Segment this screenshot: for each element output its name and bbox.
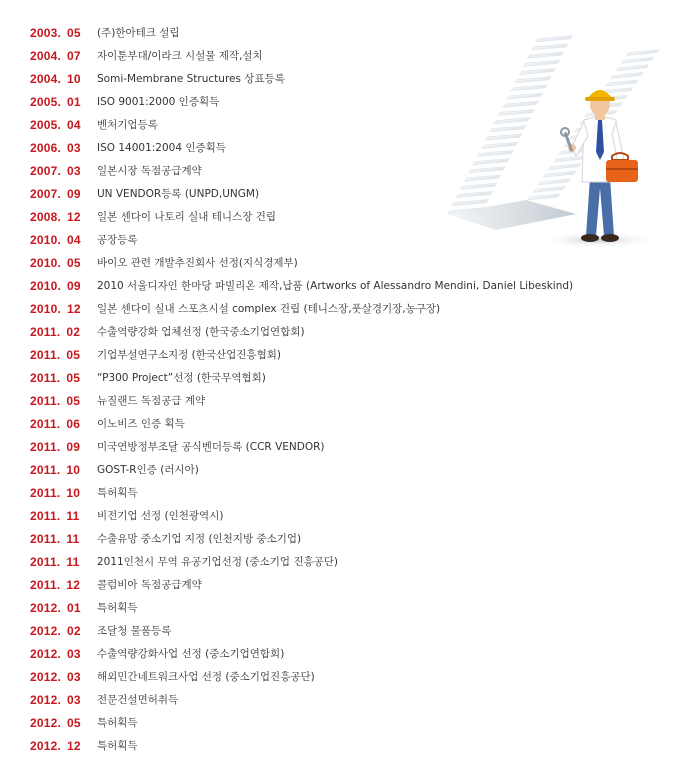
history-year: 2010. [30, 278, 62, 293]
history-date [30, 302, 97, 316]
history-row [30, 734, 573, 757]
stair-step [498, 109, 534, 115]
history-row [30, 435, 573, 458]
stair-step [611, 72, 643, 78]
history-date [30, 118, 97, 132]
history-date [30, 555, 97, 569]
stair-step [538, 179, 570, 185]
history-event: 콜럼비아 독점공급계약 [97, 579, 202, 591]
stair-step [622, 57, 654, 63]
stair-step [461, 183, 497, 189]
history-date [30, 233, 97, 247]
history-event: ISO 14001:2004 인증획득 [97, 142, 226, 154]
history-year: 2005. [30, 117, 62, 132]
history-row [30, 619, 573, 642]
stair-step [524, 60, 560, 66]
history-month: 04 [67, 117, 81, 132]
history-year: 2011. [30, 347, 61, 362]
history-month: 04 [67, 232, 81, 247]
stair-step [549, 164, 581, 170]
stair-step [533, 186, 565, 192]
history-year: 2012. [30, 715, 62, 730]
stair-step [554, 156, 586, 162]
history-event: 뉴질랜드 독점공급 계약 [97, 395, 206, 407]
history-event: Somi-Membrane Structures 상표등록 [97, 73, 285, 85]
history-event: 특허획득 [97, 740, 138, 752]
stair-step [627, 50, 659, 56]
history-month: 05 [67, 25, 81, 40]
history-event: 수출유망 중소기업 지정 (인천지방 중소기업) [97, 533, 302, 545]
history-month: 10 [66, 485, 81, 500]
history-row [30, 458, 573, 481]
history-year: 2011. [30, 416, 61, 431]
history-event: 2011인천시 무역 유공기업선정 (중소기업 진흥공단) [97, 556, 338, 568]
history-row [30, 711, 573, 734]
history-row [30, 297, 573, 320]
history-date [30, 164, 97, 178]
history-month: 09 [66, 439, 81, 454]
history-year: 2008. [30, 209, 62, 224]
history-date [30, 578, 97, 592]
history-year: 2011. [30, 370, 61, 385]
history-year: 2006. [30, 140, 62, 155]
history-year: 2011. [30, 439, 61, 454]
history-month: 05 [66, 393, 81, 408]
stair-step [477, 150, 513, 156]
history-date [30, 532, 97, 546]
history-event: ISO 9001:2000 인증획득 [97, 96, 220, 108]
history-date [30, 716, 97, 730]
stair-step [528, 52, 564, 58]
history-event: 공장등록 [97, 234, 138, 246]
history-year: 2012. [30, 646, 62, 661]
history-row [30, 366, 573, 389]
history-year: 2011. [30, 393, 61, 408]
history-date [30, 141, 97, 155]
history-event: UN VENDOR등록 (UNPD,UNGM) [97, 188, 260, 200]
history-year: 2003. [30, 25, 62, 40]
stair-step [511, 85, 547, 91]
history-month: 06 [66, 416, 81, 431]
history-event: 수출역량강화 업체선정 (한국중소기업연합회) [97, 326, 305, 338]
history-month: 05 [66, 347, 81, 362]
history-event: “P300 Project”선정 (한국무역협회) [97, 372, 266, 384]
history-month: 12 [67, 301, 81, 316]
history-date [30, 486, 97, 500]
history-month: 03 [67, 669, 81, 684]
history-date [30, 463, 97, 477]
history-month: 05 [67, 715, 81, 730]
history-date [30, 256, 97, 270]
stair-step [469, 167, 505, 173]
history-month: 05 [67, 255, 81, 270]
stair-step [515, 77, 551, 83]
history-year: 2012. [30, 600, 62, 615]
history-date [30, 624, 97, 638]
history-row [30, 274, 573, 297]
stair-step [503, 101, 539, 107]
history-row [30, 481, 573, 504]
stair-step [528, 194, 560, 200]
history-month: 10 [66, 462, 81, 477]
history-event: 벤처기업등록 [97, 119, 158, 131]
history-row [30, 251, 573, 274]
history-month: 09 [67, 186, 81, 201]
history-month: 11 [66, 508, 80, 523]
history-row [30, 550, 573, 573]
stair-step [616, 65, 648, 71]
history-date [30, 647, 97, 661]
history-row [30, 343, 573, 366]
stair-step [456, 191, 492, 197]
history-year: 2004. [30, 71, 62, 86]
history-date [30, 72, 97, 86]
history-row [30, 642, 573, 665]
history-row [30, 596, 573, 619]
history-event: 해외민간네트워크사업 선정 (중소기업진흥공단) [97, 671, 315, 683]
history-date [30, 187, 97, 201]
history-row [30, 573, 573, 596]
stair-step [490, 126, 526, 132]
history-year: 2007. [30, 186, 62, 201]
history-event: 비전기업 선정 (인천광역시) [97, 510, 224, 522]
history-year: 2011. [30, 462, 61, 477]
history-month: 12 [67, 209, 81, 224]
history-year: 2010. [30, 301, 62, 316]
history-date [30, 210, 97, 224]
history-month: 11 [66, 531, 80, 546]
history-year: 2012. [30, 623, 62, 638]
history-year: 2011. [30, 508, 61, 523]
stair-step [507, 93, 543, 99]
history-month: 07 [67, 48, 81, 63]
history-date [30, 49, 97, 63]
history-date [30, 739, 97, 753]
history-year: 2004. [30, 48, 62, 63]
history-event: 2010 서울디자인 한마당 파빌리온 제작,납품 (Artworks of Alessandro Mendini, Daniel Libeskind) [97, 280, 574, 292]
stair-step [452, 200, 488, 206]
history-event: GOST-R인증 (러시아) [97, 464, 199, 476]
history-year: 2012. [30, 692, 62, 707]
history-month: 10 [67, 71, 81, 86]
history-row [30, 389, 573, 412]
history-event: 자이툰부대/이라크 시설물 제작,설치 [97, 50, 263, 62]
stair-step [544, 171, 576, 177]
history-date [30, 670, 97, 684]
history-year: 2012. [30, 738, 62, 753]
stair-step [494, 118, 530, 124]
stair-step [482, 142, 518, 148]
history-date [30, 417, 97, 431]
stair-step [532, 44, 568, 50]
history-month: 03 [67, 163, 81, 178]
stair-step [473, 159, 509, 165]
history-event: 일본 센다이 실내 스포츠시설 complex 건립 (테니스장,풋살경기장,농구장) [97, 303, 441, 315]
history-year: 2005. [30, 94, 62, 109]
stair-step [606, 80, 638, 86]
history-event: 바이오 관련 개발추진회사 선정(지식경제부) [97, 257, 298, 269]
history-year: 2011. [30, 324, 61, 339]
history-month: 11 [66, 554, 80, 569]
stair-step [465, 175, 501, 181]
history-event: 이노비즈 인증 획득 [97, 418, 185, 430]
history-year: 2007. [30, 163, 62, 178]
history-month: 05 [66, 370, 81, 385]
history-month: 03 [67, 140, 81, 155]
history-date [30, 601, 97, 615]
history-event: 특허획득 [97, 717, 138, 729]
history-month: 02 [66, 324, 81, 339]
history-event: (주)한아테크 설립 [97, 27, 180, 39]
history-row [30, 527, 573, 550]
history-year: 2011. [30, 531, 61, 546]
history-date [30, 348, 97, 362]
history-month: 02 [67, 623, 81, 638]
history-event: 전문건설면허취득 [97, 694, 179, 706]
history-event: 기업부설연구소지정 (한국산업진흥협회) [97, 349, 281, 361]
history-event: 특허획득 [97, 487, 138, 499]
history-year: 2011. [30, 485, 61, 500]
history-month: 09 [67, 278, 81, 293]
history-year: 2012. [30, 669, 62, 684]
history-month: 12 [67, 738, 81, 753]
history-date [30, 279, 97, 293]
history-date [30, 26, 97, 40]
history-date [30, 95, 97, 109]
history-event: 미국연방정부조달 공식벤더등록 (CCR VENDOR) [97, 441, 325, 453]
history-month: 01 [67, 600, 81, 615]
history-month: 03 [67, 692, 81, 707]
history-date [30, 509, 97, 523]
history-year: 2011. [30, 554, 61, 569]
history-date [30, 371, 97, 385]
staircase-engineer-illustration [408, 18, 676, 250]
history-event: 조달청 물품등록 [97, 625, 172, 637]
stair-step [536, 36, 572, 42]
history-year: 2011. [30, 577, 61, 592]
stair-step [519, 68, 555, 74]
history-event: 수출역량강화사업 선정 (중소기업연합회) [97, 648, 285, 660]
history-year: 2010. [30, 232, 62, 247]
history-month: 01 [67, 94, 81, 109]
history-row [30, 320, 573, 343]
history-month: 03 [67, 646, 81, 661]
history-row [30, 688, 573, 711]
history-row [30, 412, 573, 435]
history-date [30, 440, 97, 454]
history-event: 특허획득 [97, 602, 138, 614]
history-month: 12 [66, 577, 81, 592]
history-row [30, 665, 573, 688]
history-date [30, 325, 97, 339]
history-event: 일본 센다이 나토리 실내 테니스장 건립 [97, 211, 276, 223]
history-date [30, 693, 97, 707]
history-event: 일본시장 독점공급계약 [97, 165, 202, 177]
stair-step [486, 134, 522, 140]
floor-shadow [538, 232, 658, 248]
history-row [30, 504, 573, 527]
history-year: 2010. [30, 255, 62, 270]
history-date [30, 394, 97, 408]
